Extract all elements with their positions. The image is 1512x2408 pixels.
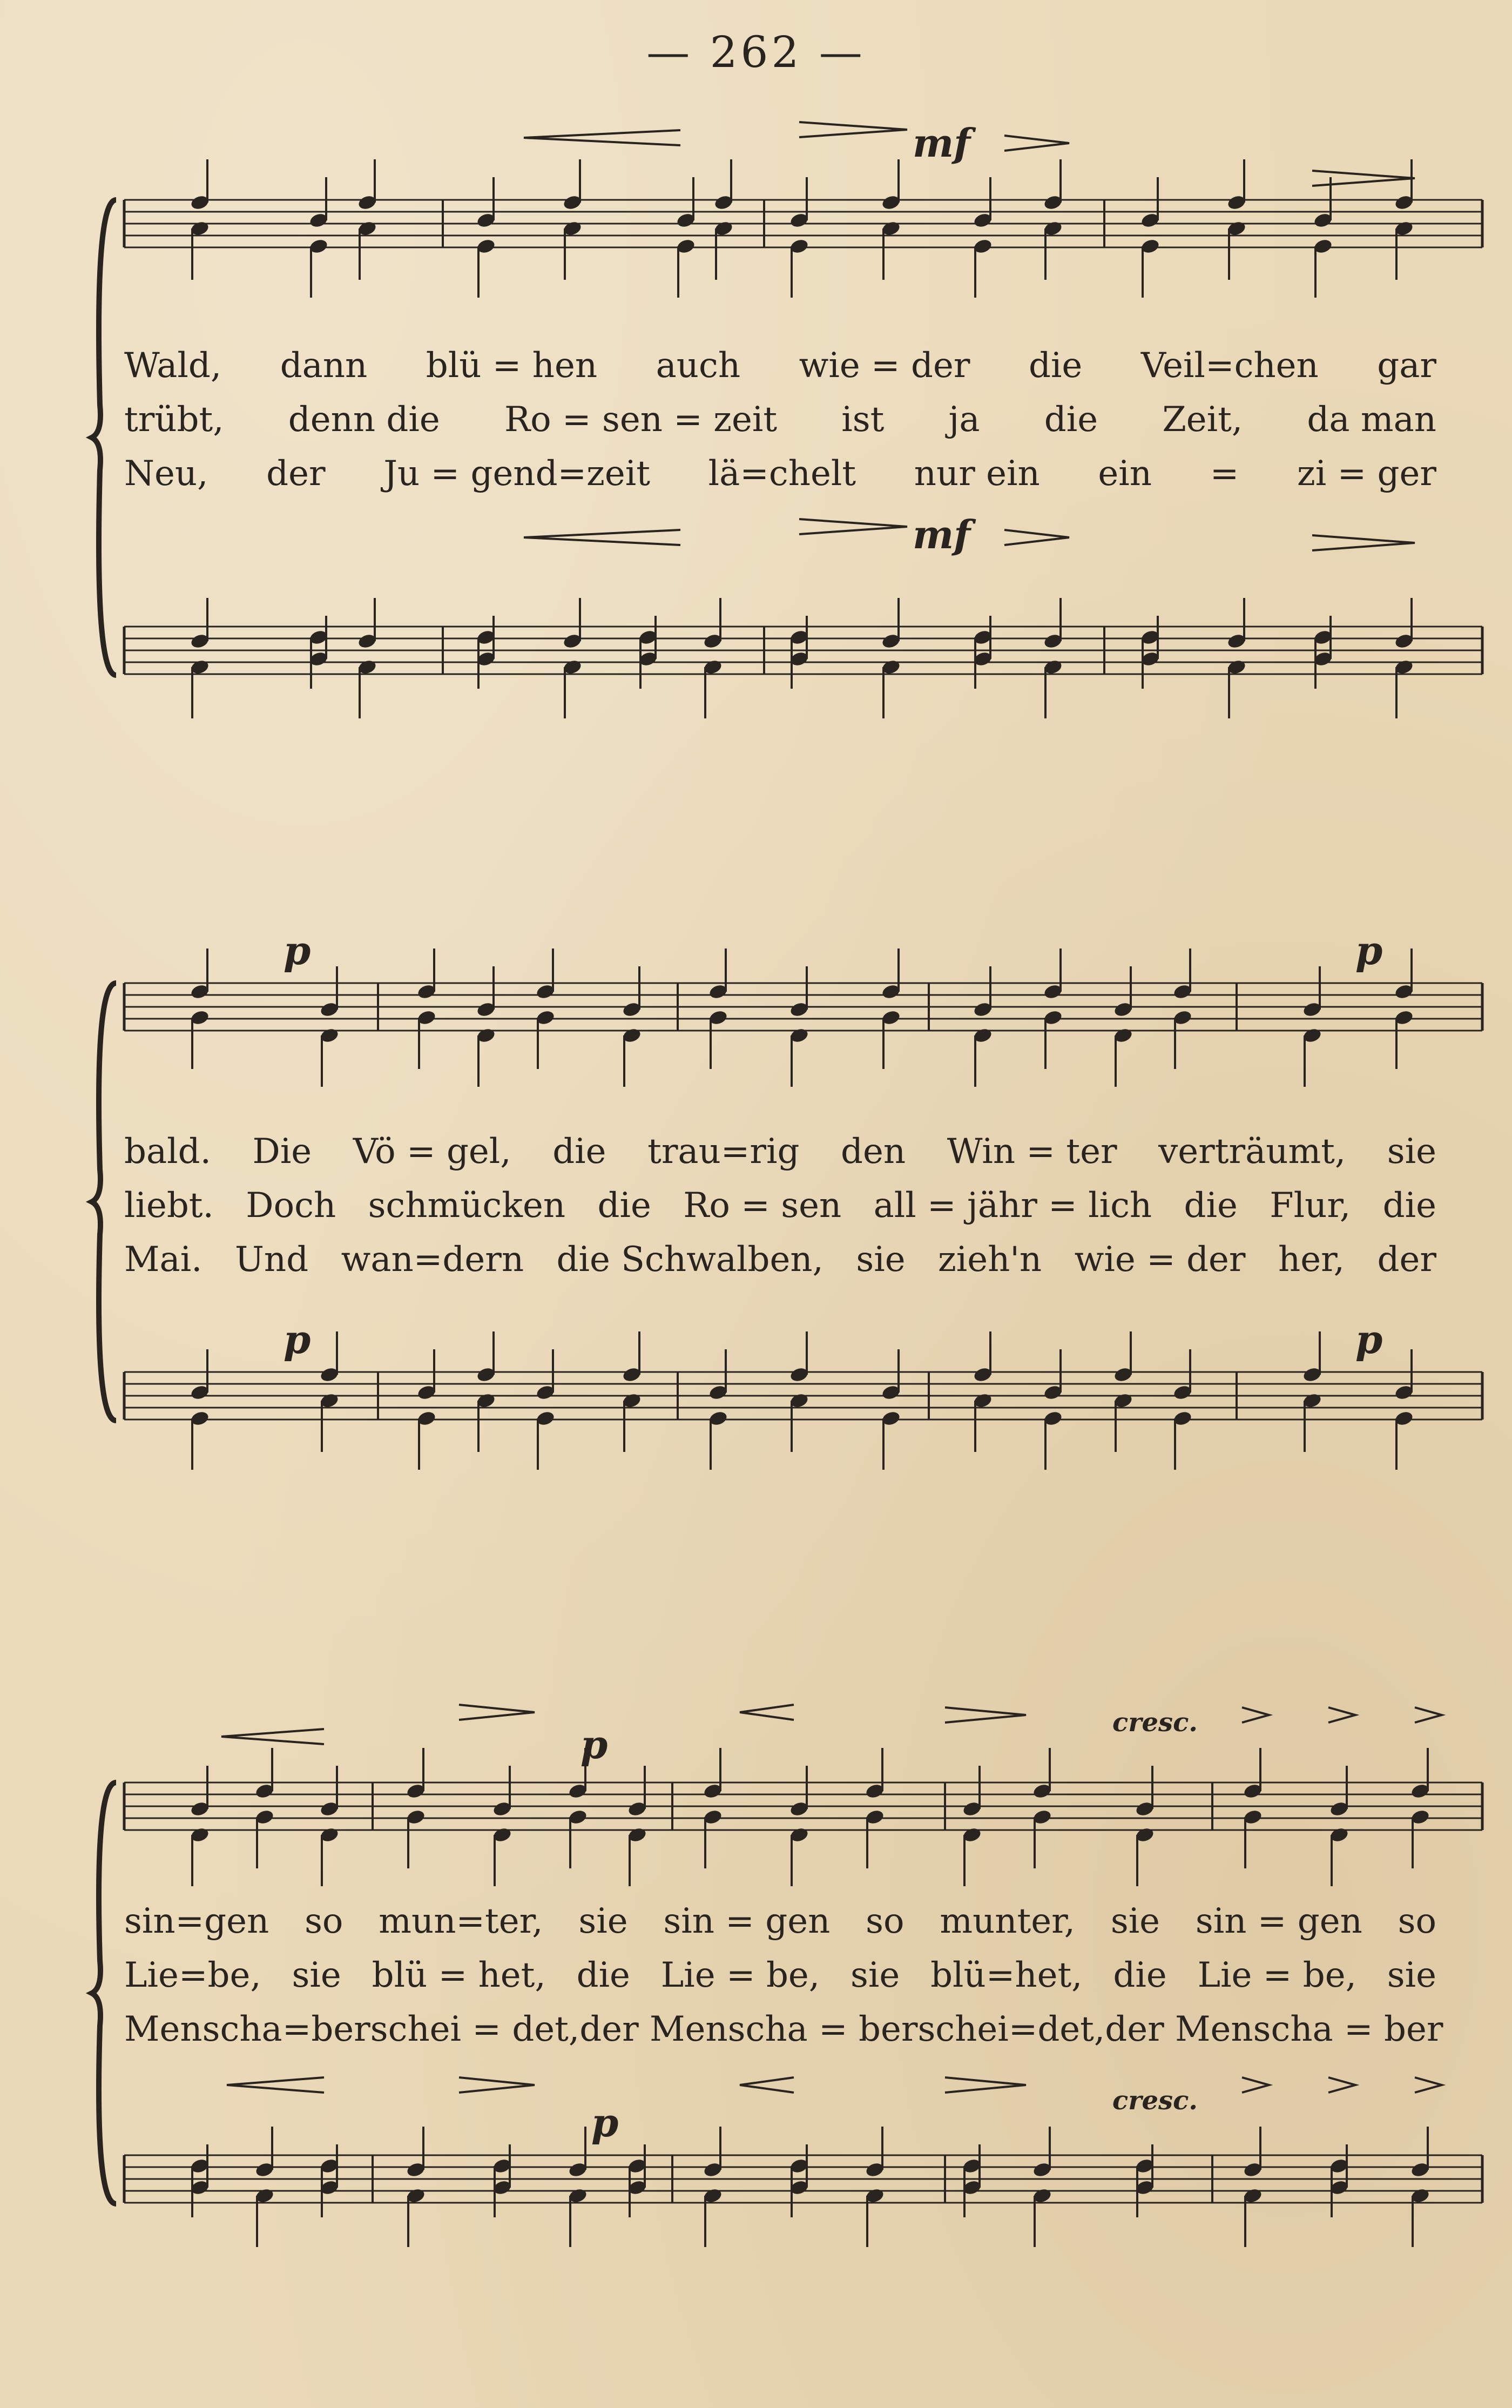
page-number: — 262 — (646, 27, 866, 77)
lyric-word: so (1398, 1901, 1436, 1941)
decrescendo-hairpin (1312, 171, 1415, 186)
lyric-word: ist (841, 400, 885, 440)
lyric-word: sin = gen (1195, 1901, 1362, 1941)
lyric-word: Flur, (1270, 1186, 1351, 1226)
cresc-marking: cresc. (1112, 1707, 1198, 1738)
lyric-word: nur ein (914, 454, 1040, 494)
decrescendo-hairpin (1004, 136, 1069, 151)
lyric-word: a = ber (1312, 2009, 1443, 2049)
lyric-word: Veil=chen (1140, 346, 1319, 386)
lyric-word: der (266, 454, 326, 494)
decrescendo-hairpin (1004, 530, 1069, 545)
lyric-word: Mensch (124, 2009, 262, 2049)
lyric-word: die (576, 1955, 630, 1995)
lyric-word: sie (1110, 1901, 1160, 1941)
lyric-word: da man (1307, 400, 1436, 440)
lyric-line-system3-verse3 (124, 2009, 1443, 2049)
lyric-word: schei=det, (917, 2009, 1105, 2049)
decrescendo-hairpin (1242, 2077, 1269, 2093)
lyric-word: zieh'n (938, 1240, 1042, 1280)
dynamic-marking: p (1355, 927, 1383, 973)
dynamic-marking: p (1355, 1316, 1383, 1362)
lyric-word: trau=rig (647, 1132, 800, 1172)
lyric-word: liebt. (124, 1186, 214, 1226)
lyric-word: Lie = be, (1197, 1955, 1356, 1995)
lyric-word: wan=dern (341, 1240, 524, 1280)
lyric-line-system2-verse1 (124, 1132, 1436, 1172)
lyric-word: lä=chelt (708, 454, 856, 494)
lyric-word: auch (656, 346, 741, 386)
lyric-word: Wald, (124, 346, 222, 386)
cresc-marking: cresc. (1112, 2086, 1198, 2116)
lyric-word: die (597, 1186, 651, 1226)
crescendo-hairpin (227, 2077, 324, 2093)
lyric-word: die (1113, 1955, 1167, 1995)
lyric-word: Lie = be, (660, 1955, 820, 1995)
lyric-word: der Mensch (579, 2009, 787, 2049)
lyric-word: ein (1098, 454, 1152, 494)
lyric-line-system1-verse3 (124, 454, 1436, 494)
lyric-word: all = jähr = lich (873, 1186, 1152, 1226)
lyric-word: Mai. (124, 1240, 202, 1280)
lyric-word: munter, (940, 1901, 1075, 1941)
lyric-word: blü = hen (426, 346, 598, 386)
lyric-word: sie (578, 1901, 628, 1941)
lyric-word: die (552, 1132, 606, 1172)
lyric-word: Ro = sen (683, 1186, 842, 1226)
crescendo-hairpin (524, 130, 680, 145)
decrescendo-hairpin (1328, 2077, 1355, 2093)
lyric-word: wie = der (799, 346, 970, 386)
decrescendo-hairpin (1242, 1707, 1269, 1723)
lyric-word: schmücken (368, 1186, 566, 1226)
system-brace (92, 1783, 116, 2204)
decrescendo-hairpin (1312, 535, 1415, 550)
lyric-line-system3-verse1 (124, 1901, 1436, 1941)
lyric-word: sie (1387, 1955, 1436, 1995)
lyric-word: Ju = gend=zeit (383, 454, 650, 494)
lyric-word: verträumt, (1158, 1132, 1346, 1172)
lyric-word: der Mensch (1105, 2009, 1313, 2049)
lyric-word: Vö = gel, (353, 1132, 511, 1172)
system-brace (92, 983, 116, 1421)
lyric-word: her, (1278, 1240, 1345, 1280)
lyric-word: = (1210, 454, 1239, 494)
lyric-word: sie (850, 1955, 900, 1995)
decrescendo-hairpin (945, 1707, 1026, 1723)
lyric-word: die (1044, 400, 1098, 440)
lyric-word: ja (948, 400, 980, 440)
lyric-line-system2-verse3 (124, 1240, 1436, 1280)
decrescendo-hairpin (945, 2077, 1026, 2093)
lyric-word: sie (1387, 1132, 1436, 1172)
lyric-word: so (305, 1901, 343, 1941)
lyric-word: den (841, 1132, 906, 1172)
lyric-line-system1-verse2 (124, 400, 1436, 440)
lyric-word: die Schwalben, (556, 1240, 824, 1280)
lyric-word: so (866, 1901, 905, 1941)
crescendo-hairpin (221, 1729, 324, 1744)
dynamic-marking: p (284, 1316, 311, 1362)
decrescendo-hairpin (459, 2077, 535, 2093)
lyric-word: sie (856, 1240, 906, 1280)
lyric-word: schei = det, (370, 2009, 580, 2049)
lyric-word: sie (292, 1955, 341, 1995)
lyric-line-system3-verse2 (124, 1955, 1436, 1995)
lyric-word: die (1382, 1186, 1436, 1226)
decrescendo-hairpin (799, 519, 907, 534)
decrescendo-hairpin (799, 122, 907, 137)
decrescendo-hairpin (1415, 1707, 1442, 1723)
lyric-word: denn die (288, 400, 440, 440)
lyric-word: die (1028, 346, 1083, 386)
lyric-word: sin=gen (124, 1901, 269, 1941)
lyric-word: mun=ter, (379, 1901, 543, 1941)
lyric-word: Ro = sen = zeit (504, 400, 778, 440)
system-brace (92, 200, 116, 675)
lyric-word: bald. (124, 1132, 211, 1172)
lyric-word: Doch (246, 1186, 336, 1226)
crescendo-hairpin (740, 2077, 794, 2093)
crescendo-hairpin (524, 530, 680, 545)
lyric-word: Die (252, 1132, 312, 1172)
dynamic-marking: p (580, 1721, 608, 1767)
decrescendo-hairpin (459, 1705, 535, 1720)
lyric-word: zi = ger (1297, 454, 1436, 494)
lyric-line-system1-verse1 (124, 346, 1436, 386)
dynamic-marking: p (284, 927, 311, 973)
dynamic-marking: mf (913, 120, 971, 166)
decrescendo-hairpin (1328, 1707, 1355, 1723)
lyric-word: Zeit, (1162, 400, 1243, 440)
lyric-line-system2-verse2 (124, 1186, 1436, 1226)
lyric-word: blü=het, (930, 1955, 1083, 1995)
lyric-word: die (1184, 1186, 1238, 1226)
lyric-word: trübt, (124, 400, 224, 440)
dynamic-marking: p (591, 2100, 619, 2145)
lyric-word: Win = ter (947, 1132, 1117, 1172)
decrescendo-hairpin (1415, 2077, 1442, 2093)
lyric-word: a=ber (261, 2009, 370, 2049)
lyric-word: wie = der (1074, 1240, 1246, 1280)
lyric-word: a = ber (787, 2009, 918, 2049)
lyric-word: blü = het, (372, 1955, 546, 1995)
lyric-word: Und (234, 1240, 309, 1280)
lyric-word: Lie=be, (124, 1955, 261, 1995)
lyric-word: Neu, (124, 454, 208, 494)
dynamic-marking: mf (913, 512, 971, 557)
lyric-word: der (1377, 1240, 1436, 1280)
lyric-word: gar (1377, 346, 1436, 386)
lyric-word: sin = gen (663, 1901, 831, 1941)
crescendo-hairpin (740, 1705, 794, 1720)
lyric-word: dann (280, 346, 368, 386)
